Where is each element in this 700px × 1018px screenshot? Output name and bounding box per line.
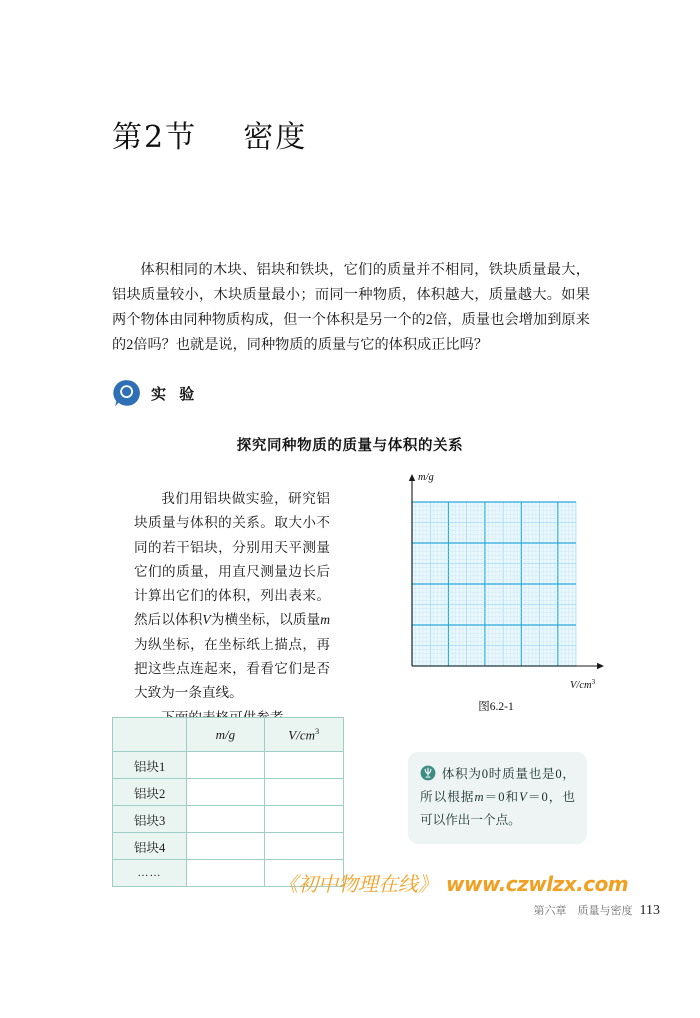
tip-variable-m: m <box>474 790 484 804</box>
exp-text-c: 为纵坐标，在坐标纸上描点，再把这些点连起来，看看它们是否大致为一条直线。 <box>134 636 330 701</box>
figure-caption: 图6.2-1 <box>478 701 514 713</box>
graph-paper-svg <box>396 472 596 714</box>
experiment-header <box>112 378 198 408</box>
tip-eq-1: ＝0和 <box>483 790 520 804</box>
footer-page-number: 113 <box>639 903 660 918</box>
col-volume-label: V/cm <box>288 727 315 743</box>
y-axis-label: m/g <box>418 472 434 483</box>
exp-text-b: 为横坐标，以质量 <box>210 612 321 628</box>
table-row <box>113 806 344 833</box>
cell-mass[interactable] <box>187 752 264 779</box>
data-table <box>112 717 344 887</box>
cell-volume[interactable] <box>264 806 343 833</box>
row-label: 铝块2 <box>113 779 187 806</box>
cell-volume[interactable] <box>264 833 343 860</box>
cell-volume[interactable] <box>264 779 343 806</box>
page-title: 第2节 密度 <box>112 120 308 155</box>
tip-eq-2: ＝0，也可以作出一个点。 <box>420 790 576 827</box>
watermark-url: www.czwlzx.com <box>446 872 629 896</box>
cell-mass[interactable] <box>187 860 264 887</box>
row-label: 铝块3 <box>113 806 187 833</box>
row-label-ellipsis: …… <box>113 860 187 887</box>
x-axis-label: $V/cm^3$ <box>570 678 596 691</box>
tip-variable-V: V <box>519 790 527 804</box>
footer-chapter: 第六章 质量与密度 <box>533 905 633 917</box>
table-column-header-volume <box>264 718 343 752</box>
cell-mass[interactable] <box>187 779 264 806</box>
row-label: 铝块4 <box>113 833 187 860</box>
experiment-paragraph-1 <box>134 487 330 706</box>
col-mass-label: m/g <box>215 726 236 742</box>
cell-mass[interactable] <box>187 833 264 860</box>
graph-figure <box>396 472 596 714</box>
row-label: 铝块1 <box>113 752 187 779</box>
table-body <box>113 752 344 887</box>
intro-paragraph: 体积相同的木块、铝块和铁块，它们的质量并不相同，铁块质量最大，铝块质量较小，木块质量最小；而同一种物质，体积越大，质量越大。如果两个物体由同种物质构成，但一个体积是另一个的2倍，质量也会增加到原来的2倍吗？也就是说，同种物质的质量与它的体积成正比吗？ <box>112 262 590 353</box>
table-header-row <box>113 718 344 752</box>
cell-mass[interactable] <box>187 806 264 833</box>
table-row <box>113 833 344 860</box>
tip-text-a: 体积为0时质量也是0，所以根据 <box>420 767 575 804</box>
exp-text-a: 我们用铝块做实验，研究铝块质量与体积的关系。取大小不同的若干铝块，分别用天平测量它们的质量，用直尺测量边长后计算出它们的体积，列出表来。然后以体积 <box>134 491 330 628</box>
experiment-body-text <box>134 487 330 730</box>
experiment-subtitle: 探究同种物质的质量与体积的关系 <box>236 438 464 454</box>
tip-trident-icon <box>420 765 436 781</box>
cell-volume[interactable] <box>264 752 343 779</box>
table-column-header-mass <box>187 718 264 752</box>
variable-V: V <box>202 612 211 628</box>
page-footer <box>0 890 660 931</box>
table-corner-cell <box>113 718 187 752</box>
col-volume-sup: 3 <box>315 725 320 736</box>
table-row <box>113 779 344 806</box>
variable-m: m <box>320 612 331 628</box>
tip-box <box>408 752 587 844</box>
experiment-bubble-icon <box>112 378 142 408</box>
watermark-site-name: 《初中物理在线》 <box>278 872 438 896</box>
table-row <box>113 752 344 779</box>
experiment-label: 实 验 <box>151 384 199 403</box>
